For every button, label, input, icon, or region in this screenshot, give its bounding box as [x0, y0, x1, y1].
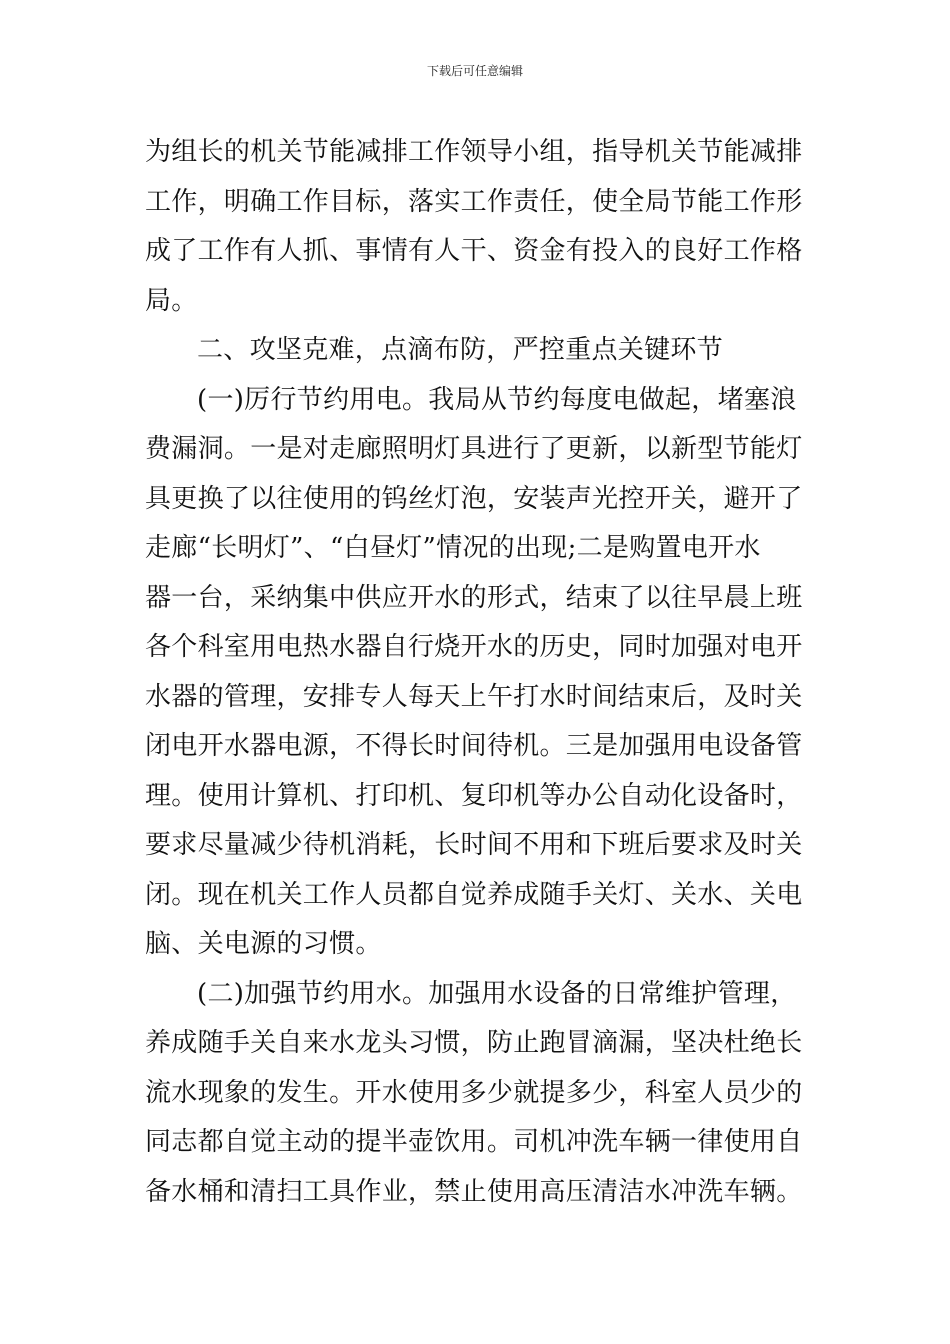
- text-line: 闭电开水器电源，不得长时间待机。三是加强用电设备管: [145, 731, 803, 761]
- text-line: 脑、关电源的习惯。: [145, 929, 382, 959]
- text-line: 具更换了以往使用的钨丝灯泡，安装声光控开关，避开了: [145, 483, 803, 514]
- text-line: 各个科室用电热水器自行烧开水的历史，同时加强对电开: [145, 632, 803, 662]
- text-line: 备水桶和清扫工具作业，禁止使用高压清洁水冲洗车辆。: [145, 1176, 803, 1207]
- text-line: 流水现象的发生。开水使用多少就提多少，科室人员少的: [145, 1077, 803, 1108]
- text-line: 为组长的机关节能减排工作领导小组，指导机关节能减排: [145, 137, 803, 167]
- text-line: 费漏洞。一是对走廊照明灯具进行了更新，以新型节能灯: [145, 434, 803, 464]
- text-line: 走廊“长明灯”、“白昼灯”情况的出现;二是购置电开水: [145, 533, 761, 563]
- text-line: 要求尽量减少待机消耗，长时间不用和下班后要求及时关: [145, 830, 803, 860]
- text-line: 成了工作有人抓、事情有人干、资金有投入的良好工作格: [145, 236, 803, 266]
- text-line: 水器的管理，安排专人每天上午打水时间结束后，及时关: [145, 681, 803, 712]
- section-heading: 二、攻坚克难，点滴布防，严控重点关键环节: [197, 335, 724, 365]
- paragraph-first-line: (二)加强节约用水。加强用水设备的日常维护管理，: [197, 978, 797, 1009]
- text-line: 养成随手关自来水龙头习惯，防止跑冒滴漏，坚决杜绝长: [145, 1028, 803, 1058]
- text-line: 理。使用计算机、打印机、复印机等办公自动化设备时，: [145, 780, 803, 811]
- text-line: 器一台，采纳集中供应开水的形式，结束了以往早晨上班: [145, 582, 803, 613]
- text-line: 闭。现在机关工作人员都自觉养成随手关灯、关水、关电: [145, 879, 803, 910]
- page-header: 下载后可任意编辑: [426, 64, 523, 78]
- text-line: 同志都自觉主动的提半壶饮用。司机冲洗车辆一律使用自: [145, 1127, 803, 1157]
- text-line: 工作，明确工作目标，落实工作责任，使全局节能工作形: [145, 186, 803, 217]
- document-body: [145, 128, 810, 1217]
- paragraph-first-line: (一)厉行节约用电。我局从节约每度电做起，堵塞浪: [197, 384, 797, 415]
- text-line: 局。: [145, 285, 198, 316]
